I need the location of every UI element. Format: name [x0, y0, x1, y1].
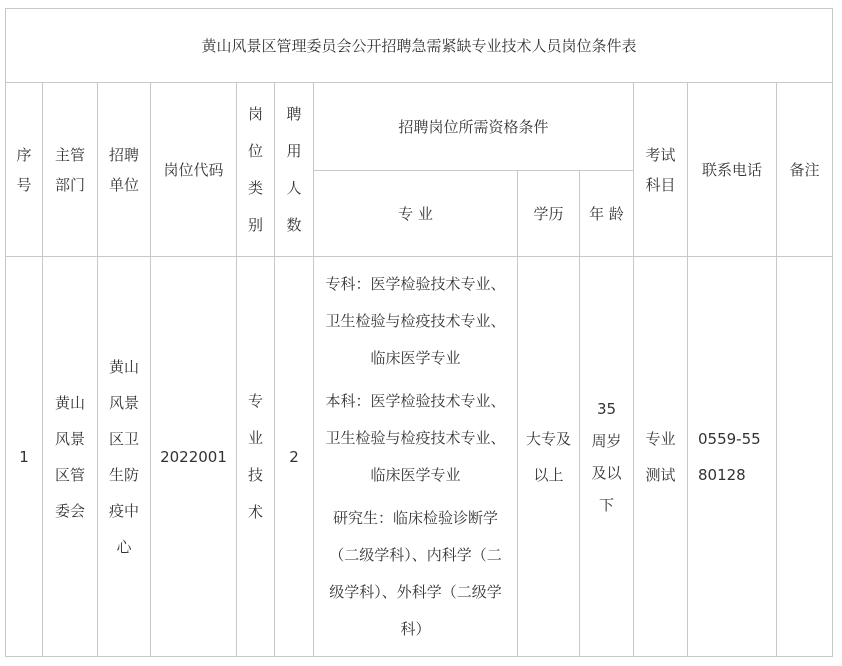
- cell-phone-text: 0559-5580128: [698, 429, 761, 484]
- cell-note: [777, 257, 833, 657]
- cell-phone: [688, 257, 777, 657]
- cell-unit: [98, 257, 151, 657]
- header-code: 岗位代码: [151, 83, 237, 257]
- header-dept-text: 主管部门: [54, 145, 85, 194]
- document: [5, 8, 833, 657]
- header-dept: [43, 83, 98, 257]
- header-education: 学历: [518, 171, 580, 257]
- header-type-text: 岗位类别: [247, 104, 263, 234]
- cell-type-text: 专业技术: [247, 391, 263, 521]
- header-seq: [6, 83, 43, 257]
- major-graduate: 研究生：临床检验诊断学（二级学科）、内科学（二级学科）、外科学（二级学科）: [329, 508, 502, 638]
- major-list-item: [326, 380, 506, 497]
- major-college: 专科：医学检验技术专业、卫生检验与检疫技术专业、临床医学专业: [325, 274, 506, 367]
- header-note: 备注: [777, 83, 833, 257]
- header-count-text: 聘用人数: [286, 104, 302, 234]
- major-list-item: [326, 263, 506, 380]
- cell-dept-text: 黄山风景区管委会: [54, 393, 85, 520]
- header-phone: 联系电话: [688, 83, 777, 257]
- header-age: 年 龄: [580, 171, 634, 257]
- cell-age: [580, 257, 634, 657]
- header-qualifications: 招聘岗位所需资格条件: [314, 83, 634, 171]
- table-title: 黄山风景区管理委员会公开招聘急需紧缺专业技术人员岗位条件表: [6, 9, 833, 83]
- header-unit-text: 招聘单位: [108, 145, 139, 194]
- header-major: 专 业: [314, 171, 518, 257]
- cell-code: 2022001: [151, 257, 237, 657]
- cell-education: [518, 257, 580, 657]
- header-unit: [98, 83, 151, 257]
- cell-exam: [634, 257, 688, 657]
- header-type: [237, 83, 275, 257]
- cell-count: 2: [275, 257, 314, 657]
- cell-seq: 1: [6, 257, 43, 657]
- cell-age-text: 35周岁及以下: [591, 399, 622, 514]
- header-seq-text: 序号: [16, 145, 32, 194]
- major-list-item: [326, 497, 506, 651]
- cell-type: [237, 257, 275, 657]
- cell-major: [314, 257, 518, 657]
- cell-dept: [43, 257, 98, 657]
- cell-exam-text: 专业测试: [645, 429, 676, 484]
- position-table: [5, 8, 833, 657]
- header-exam-text: 考试科目: [645, 145, 676, 194]
- header-count: [275, 83, 314, 257]
- header-exam: [634, 83, 688, 257]
- cell-unit-text: 黄山风景区卫生防疫中心: [108, 357, 139, 556]
- major-bachelor: 本科：医学检验技术专业、卫生检验与检疫技术专业、临床医学专业: [325, 391, 506, 484]
- cell-education-text: 大专及以上: [525, 429, 571, 484]
